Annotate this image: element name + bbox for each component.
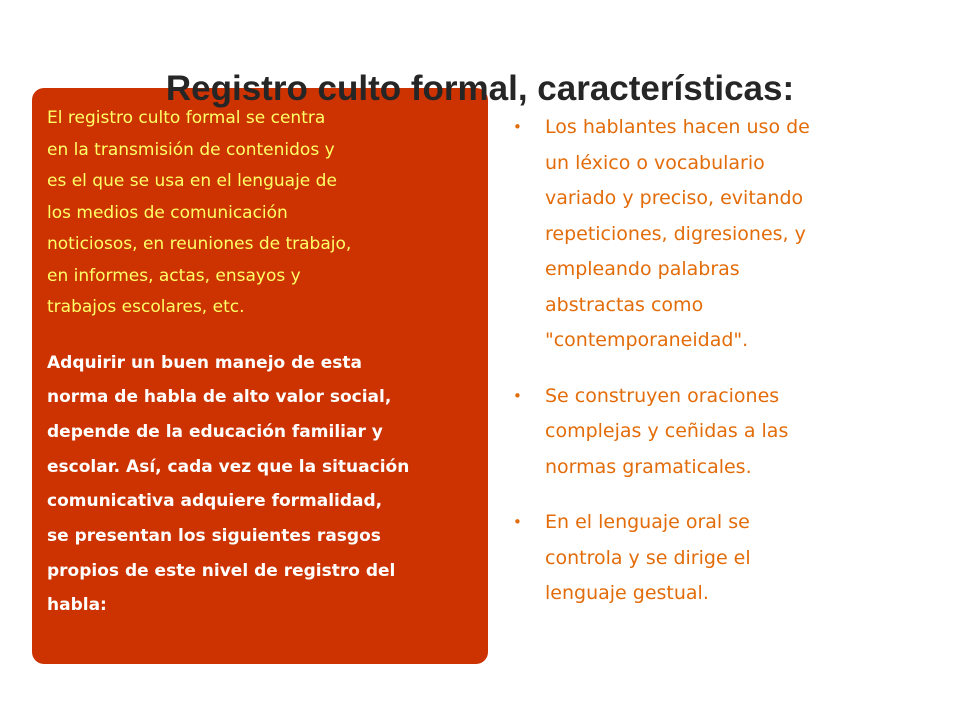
bold-line: depende de la educación familiar y [47,421,383,442]
bullet-line: lenguaje gestual. [545,582,709,604]
bullet-dot-icon: • [513,513,522,531]
intro-paragraph [47,103,481,324]
bold-line: escolar. Así, cada vez que la situación [47,456,410,477]
bullet-line: Los hablantes hacen uso de [545,116,810,138]
bold-line: comunicativa adquiere formalidad, [47,491,383,512]
bullet-dot-icon: • [513,386,522,405]
intro-line: los medios de comunicación [47,202,288,223]
intro-line: en la transmisión de contenidos y [47,139,335,160]
intro-line: noticiosos, en reuniones de trabajo, [47,234,352,254]
bullet-line: empleando palabras [545,258,740,280]
bullet-dot-icon: • [513,118,522,136]
bullet-line: un léxico o vocabulario [545,151,765,174]
bullet-line: Se construyen oraciones [545,384,780,407]
bold-paragraph [47,346,481,624]
intro-line: en informes, actas, ensayos y [47,265,301,286]
bold-line: se presentan los siguientes rasgos [47,526,381,547]
bullet-line: complejas y ceñidas a las [545,420,789,442]
intro-line: es el que se usa en el lenguaje de [47,171,337,191]
intro-line: El registro culto formal se centra [47,108,326,128]
bullet-line: En el lenguaje oral se [545,511,750,533]
bullet-item [512,505,952,612]
bold-line: Adquirir un buen manejo de esta [47,352,362,373]
slide-title: Registro culto formal, características: [165,69,795,108]
bullet-line: controla y se dirige el [545,546,751,569]
left-panel-text [47,103,481,623]
bullet-item [512,110,952,359]
bullet-list [512,110,952,612]
bullet-line: normas gramaticales. [545,455,752,478]
intro-line: trabajos escolares, etc. [47,297,245,317]
bullet-item [512,379,952,486]
bold-line: norma de habla de alto valor social, [47,387,392,408]
bullet-line: abstractas como [545,293,704,316]
bold-line: propios de este nivel de registro del [47,560,396,581]
bullet-line: "contemporaneidad". [545,329,749,351]
bullet-line: repeticiones, digresiones, y [545,222,806,245]
bullet-line: variado y preciso, evitando [545,187,804,209]
bold-line: habla: [47,595,107,616]
